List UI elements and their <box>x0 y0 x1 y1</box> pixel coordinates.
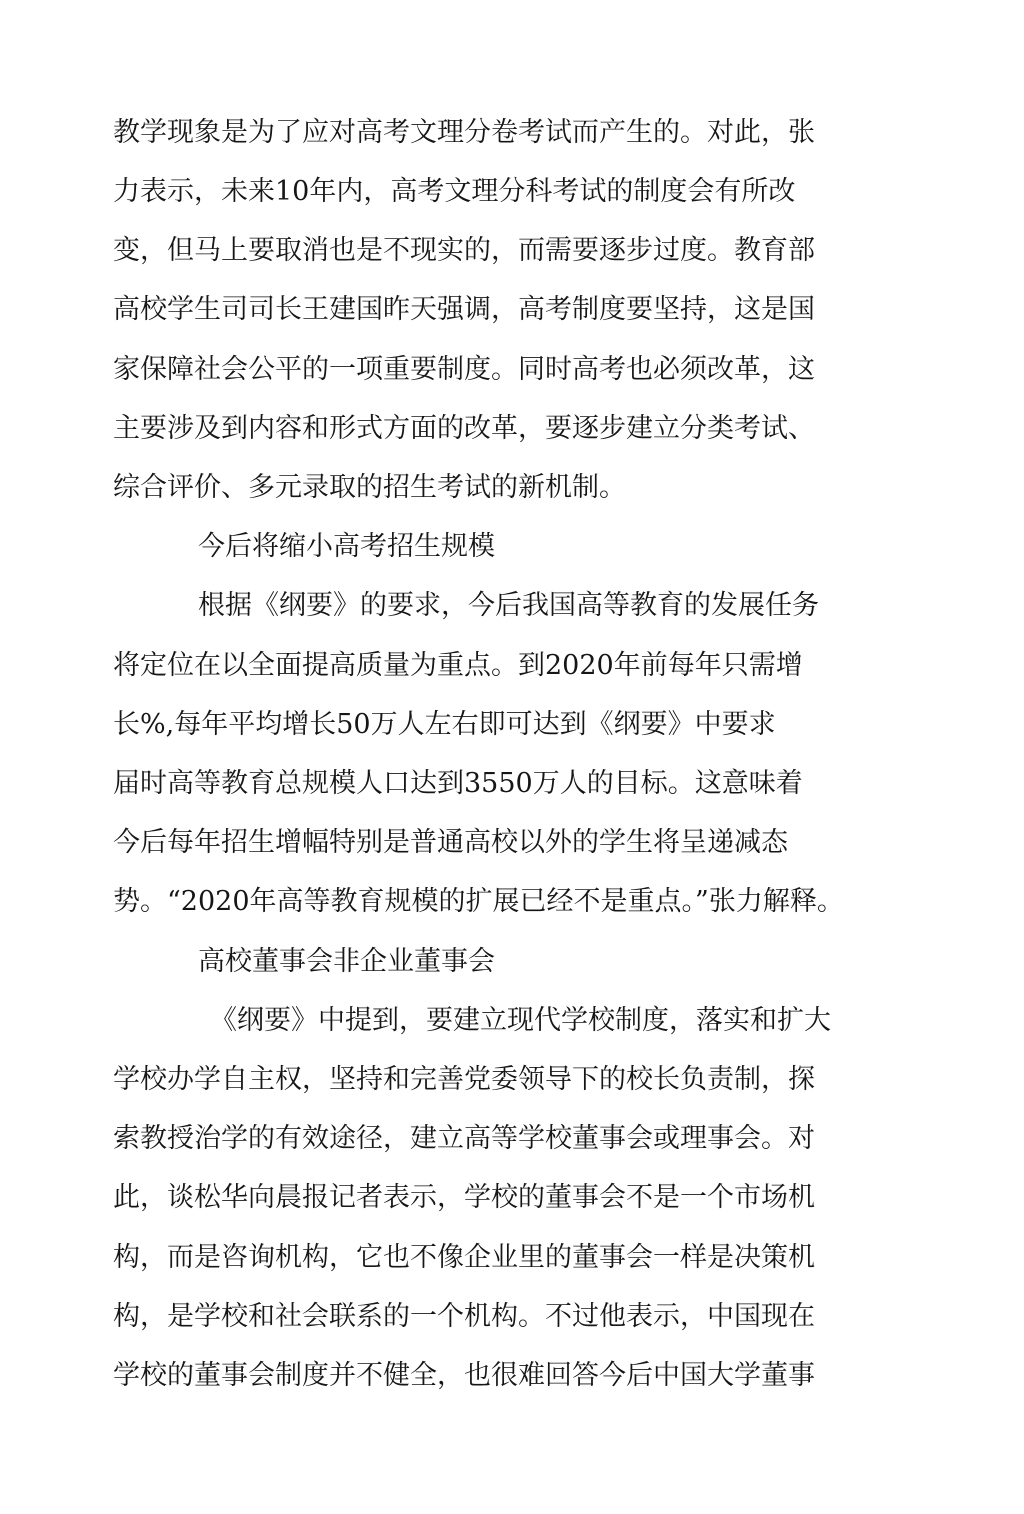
text-line: 势。“2020年高等教育规模的扩展已经不是重点。”张力解释。 <box>113 886 844 917</box>
text-line: 家保障社会公平的一项重要制度。同时高考也必须改革，这 <box>113 354 815 385</box>
text-line: 长%,每年平均增长50万人左右即可达到《纲要》中要求 <box>113 709 776 740</box>
text-line: 构，是学校和社会联系的一个机构。不过他表示，中国现在 <box>113 1301 815 1332</box>
section-heading: 高校董事会非企业董事会 <box>198 946 495 977</box>
text-line: 《纲要》中提到，要建立现代学校制度，落实和扩大 <box>210 1005 831 1036</box>
text-line: 变，但马上要取消也是不现实的，而需要逐步过度。教育部 <box>113 235 815 266</box>
text-line: 学校办学自主权，坚持和完善党委领导下的校长负责制，探 <box>113 1064 815 1095</box>
text-line: 届时高等教育总规模人口达到3550万人的目标。这意味着 <box>113 768 803 799</box>
text-line: 索教授治学的有效途径，建立高等学校董事会或理事会。对 <box>113 1123 815 1154</box>
text-line: 综合评价、多元录取的招生考试的新机制。 <box>113 472 626 503</box>
text-line: 根据《纲要》的要求，今后我国高等教育的发展任务 <box>198 590 819 621</box>
text-line: 高校学生司司长王建国昨天强调，高考制度要坚持，这是国 <box>113 294 815 325</box>
text-line: 教学现象是为了应对高考文理分卷考试而产生的。对此，张 <box>113 117 815 148</box>
text-line: 力表示，未来10年内，高考文理分科考试的制度会有所改 <box>113 176 796 207</box>
text-line: 今后每年招生增幅特别是普通高校以外的学生将呈递减态 <box>113 827 788 858</box>
text-line: 主要涉及到内容和形式方面的改革，要逐步建立分类考试、 <box>113 413 815 444</box>
section-heading: 今后将缩小高考招生规模 <box>198 531 495 562</box>
text-line: 此，谈松华向晨报记者表示，学校的董事会不是一个市场机 <box>113 1182 815 1213</box>
text-line: 学校的董事会制度并不健全，也很难回答今后中国大学董事 <box>113 1360 815 1391</box>
text-line: 构，而是咨询机构，它也不像企业里的董事会一样是决策机 <box>113 1242 815 1273</box>
text-line: 将定位在以全面提高质量为重点。到2020年前每年只需增 <box>113 650 803 681</box>
